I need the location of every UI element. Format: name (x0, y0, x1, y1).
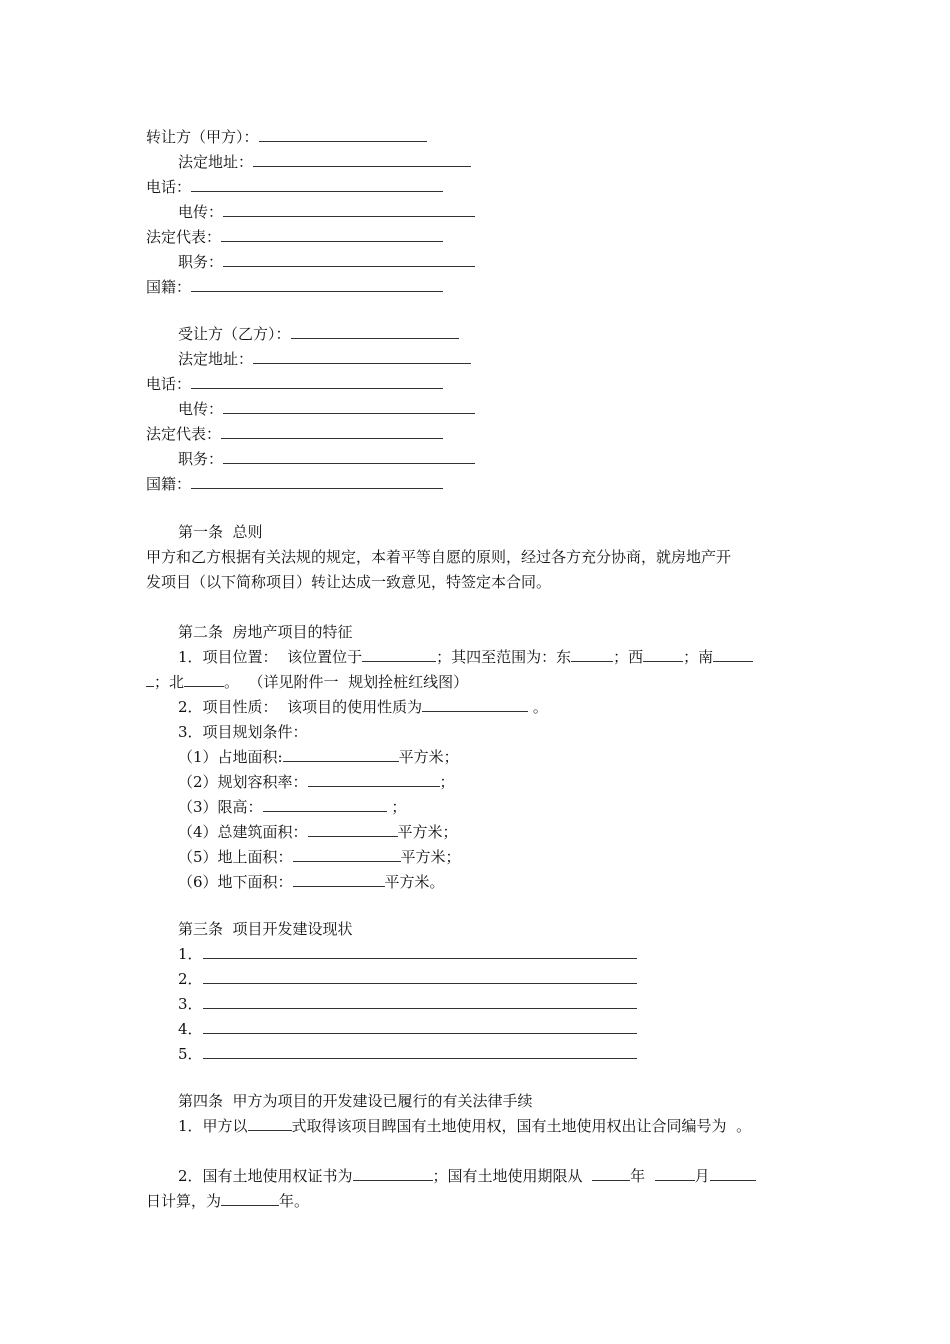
transferee-fax-blank (223, 398, 475, 414)
transferee-nationality-blank (191, 473, 443, 489)
boundary-east-label: ；其四至范围为：东 (436, 648, 572, 666)
plot-ratio-end: ； (439, 773, 455, 791)
height-limit-label: （3）限高： (178, 798, 263, 816)
status-number-4: 4． (178, 1020, 203, 1038)
transferor-nationality-label: 国籍： (146, 278, 192, 296)
transferor-position-blank (223, 251, 475, 267)
underground-area-label: （6）地下面积： (178, 873, 293, 891)
article4-para2 (178, 1165, 756, 1187)
transferor-title-line (146, 126, 427, 148)
status-item-2 (178, 968, 637, 990)
status-blank-4 (203, 1018, 637, 1034)
transferor-phone-label: 电话： (146, 178, 192, 196)
transferee-position-blank (223, 448, 475, 464)
transferee-name-blank (291, 323, 459, 339)
term-duration-unit: 年。 (279, 1192, 310, 1210)
status-number-3: 3． (178, 995, 203, 1013)
transferor-representative-line (146, 226, 443, 248)
height-limit-end: ； (386, 798, 407, 816)
boundary-north-blank (184, 671, 224, 687)
article1-heading: 第一条 总则 (178, 523, 263, 541)
term-day-blank (710, 1165, 756, 1181)
boundary-west-label: ；西 (613, 648, 644, 666)
transferee-fax-label: 电传： (178, 400, 224, 418)
status-blank-2 (203, 968, 637, 984)
plot-ratio-label: （2）规划容积率： (178, 773, 308, 791)
transferor-fax-label: 电传： (178, 203, 224, 221)
transferor-nationality-blank (191, 276, 443, 292)
article3-heading: 第三条 项目开发建设现状 (178, 920, 353, 938)
status-number-1: 1． (178, 945, 203, 963)
transferee-position-label: 职务： (178, 450, 224, 468)
underground-area-blank (293, 871, 385, 887)
transferor-position-label: 职务： (178, 253, 224, 271)
planning-item-6 (178, 871, 445, 893)
article4-para2-line2 (146, 1190, 309, 1212)
boundary-north-label: ；北 (154, 673, 185, 691)
transferee-nationality-line (146, 473, 443, 495)
above-ground-area-label: （5）地上面积： (178, 848, 293, 866)
plot-ratio-blank (308, 771, 440, 787)
transferor-phone-line (146, 176, 443, 198)
transferee-address-line (178, 348, 471, 370)
planning-item-2 (178, 771, 455, 793)
status-item-1 (178, 943, 637, 965)
term-year-label: 年 (630, 1167, 655, 1185)
status-number-5: 5． (178, 1045, 203, 1063)
underground-area-unit: 平方米。 (384, 873, 445, 891)
article2-nature-line (178, 696, 548, 718)
transferor-representative-label: 法定代表： (146, 228, 222, 246)
transferor-fax-line (178, 201, 475, 223)
transferor-nationality-line (146, 276, 443, 298)
transferee-position-line (178, 448, 475, 470)
boundary-east-blank (571, 646, 613, 662)
planning-item-3 (178, 796, 406, 818)
transferee-representative-blank (221, 423, 443, 439)
term-year-blank (592, 1165, 630, 1181)
location-note: 。 （详见附件一 规划拴桩红线图） (224, 673, 469, 691)
transferor-representative-blank (221, 226, 443, 242)
term-month-blank (655, 1165, 695, 1181)
land-area-blank (283, 746, 399, 762)
transferee-representative-line (146, 423, 443, 445)
nature-label: 2．项目性质： 该项目的使用性质为 (178, 698, 423, 716)
location-blank (362, 646, 436, 662)
transferee-title: 受让方（乙方）： (178, 325, 291, 343)
transferor-address-blank (253, 151, 471, 167)
land-area-label: （1）占地面积: (178, 748, 283, 766)
boundary-south-blank-cont (146, 671, 154, 687)
transferee-representative-label: 法定代表： (146, 425, 222, 443)
term-month-label: 月 (694, 1167, 710, 1185)
height-limit-blank (263, 796, 387, 812)
transferee-title-line (178, 323, 459, 345)
transferor-phone-blank (191, 176, 443, 192)
transferor-address-line (178, 151, 471, 173)
location-label: 1．项目位置： 该位置位于 (178, 648, 363, 666)
total-floor-area-label: （4）总建筑面积： (178, 823, 308, 841)
transferee-phone-label: 电话： (146, 375, 192, 393)
status-item-5 (178, 1043, 637, 1065)
term-label: ；国有土地使用期限从 (432, 1167, 593, 1185)
nature-blank (422, 696, 528, 712)
article2-location-line2 (146, 671, 468, 693)
status-blank-3 (203, 993, 637, 1009)
boundary-west-blank (643, 646, 683, 662)
land-area-unit: 平方米； (398, 748, 459, 766)
boundary-south-label: ；南 (683, 648, 714, 666)
term-duration-blank (221, 1190, 279, 1206)
transferee-address-label: 法定地址： (178, 350, 254, 368)
status-number-2: 2． (178, 970, 203, 988)
article2-planning-heading: 3．项目规划条件： (178, 723, 308, 741)
planning-item-4 (178, 821, 458, 843)
transferee-nationality-label: 国籍： (146, 475, 192, 493)
article1-text-line2: 发项目（以下简称项目）转让达成一致意见，特签定本合同。 (146, 573, 552, 591)
certificate-blank (353, 1165, 433, 1181)
planning-item-5 (178, 846, 461, 868)
total-floor-area-unit: 平方米； (397, 823, 458, 841)
transferor-position-line (178, 251, 475, 273)
certificate-label: 2．国有土地使用权证书为 (178, 1167, 353, 1185)
nature-end: 。 (528, 698, 548, 716)
above-ground-area-blank (293, 846, 401, 862)
article4-heading: 第四条 甲方为项目的开发建设已履行的有关法律手续 (178, 1092, 533, 1110)
acquisition-text: 式取得该项目睥国有土地使用权，国有土地使用权出让合同编号为 。 (291, 1117, 752, 1135)
acquisition-method-blank (248, 1115, 292, 1131)
status-item-3 (178, 993, 637, 1015)
transferor-title: 转让方（甲方）： (146, 128, 259, 146)
status-blank-5 (203, 1043, 637, 1059)
status-blank-1 (203, 943, 637, 959)
term-duration-label: 日计算，为 (146, 1192, 222, 1210)
boundary-south-blank (713, 646, 753, 662)
transferor-name-blank (259, 126, 427, 142)
article2-location-line (178, 646, 753, 668)
transferor-fax-blank (223, 201, 475, 217)
article4-para1 (178, 1115, 751, 1137)
transferor-address-label: 法定地址： (178, 153, 254, 171)
acquisition-label: 1．甲方以 (178, 1117, 248, 1135)
transferee-address-blank (253, 348, 471, 364)
total-floor-area-blank (308, 821, 398, 837)
above-ground-area-unit: 平方米； (400, 848, 461, 866)
transferee-phone-line (146, 373, 443, 395)
status-item-4 (178, 1018, 637, 1040)
transferee-phone-blank (191, 373, 443, 389)
article2-heading: 第二条 房地产项目的特征 (178, 623, 353, 641)
article1-text-line1: 甲方和乙方根据有关法规的规定，本着平等自愿的原则，经过各方充分协商，就房地产开 (146, 548, 732, 566)
transferee-fax-line (178, 398, 475, 420)
planning-item-1 (178, 746, 459, 768)
